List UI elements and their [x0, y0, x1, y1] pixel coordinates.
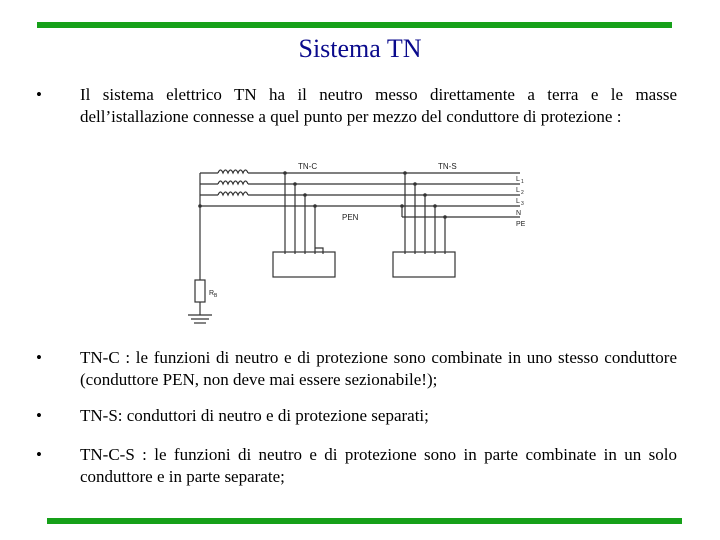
label-l1: L [516, 176, 520, 183]
label-rb-sub: B [214, 293, 218, 299]
bullet-marker: • [36, 348, 42, 367]
tn-system-diagram [180, 157, 535, 332]
label-l1-sub: 1 [521, 179, 524, 185]
label-tn-s: TN-S [438, 162, 457, 171]
label-pe: PE [516, 221, 526, 228]
label-l3-sub: 3 [521, 201, 524, 207]
label-l3: L [516, 198, 520, 205]
bullet-text-intro: Il sistema elettrico TN ha il neutro messo direttamente a terra e le masse dell’istallazione connesse a quel punto per mezzo del conduttore di protezione : [80, 85, 677, 126]
bullet-text-tn-c-s: TN-C-S : le funzioni di neutro e di protezione sono in parte combinate in un solo conduttore e in parte separate; [80, 445, 677, 486]
label-n: N [516, 210, 522, 217]
top-accent-bar [37, 22, 672, 28]
label-tn-c: TN-C [298, 162, 318, 171]
bullet-marker: • [36, 85, 42, 104]
label-pen: PEN [342, 213, 359, 222]
label-rb: R [209, 290, 215, 297]
bottom-accent-bar [47, 518, 682, 524]
bullet-text-tn-s: TN-S: conduttori di neutro e di protezione separati; [80, 406, 429, 425]
label-l2: L [516, 187, 520, 194]
bullet-marker: • [36, 445, 42, 464]
slide-title: Sistema TN [298, 34, 422, 63]
bullet-marker: • [36, 406, 42, 425]
label-l2-sub: 2 [521, 190, 524, 196]
bullet-text-tn-c: TN-C : le funzioni di neutro e di protezione sono combinate in uno stesso conduttore (conduttore PEN, non deve mai essere sezionabile!); [80, 348, 677, 389]
